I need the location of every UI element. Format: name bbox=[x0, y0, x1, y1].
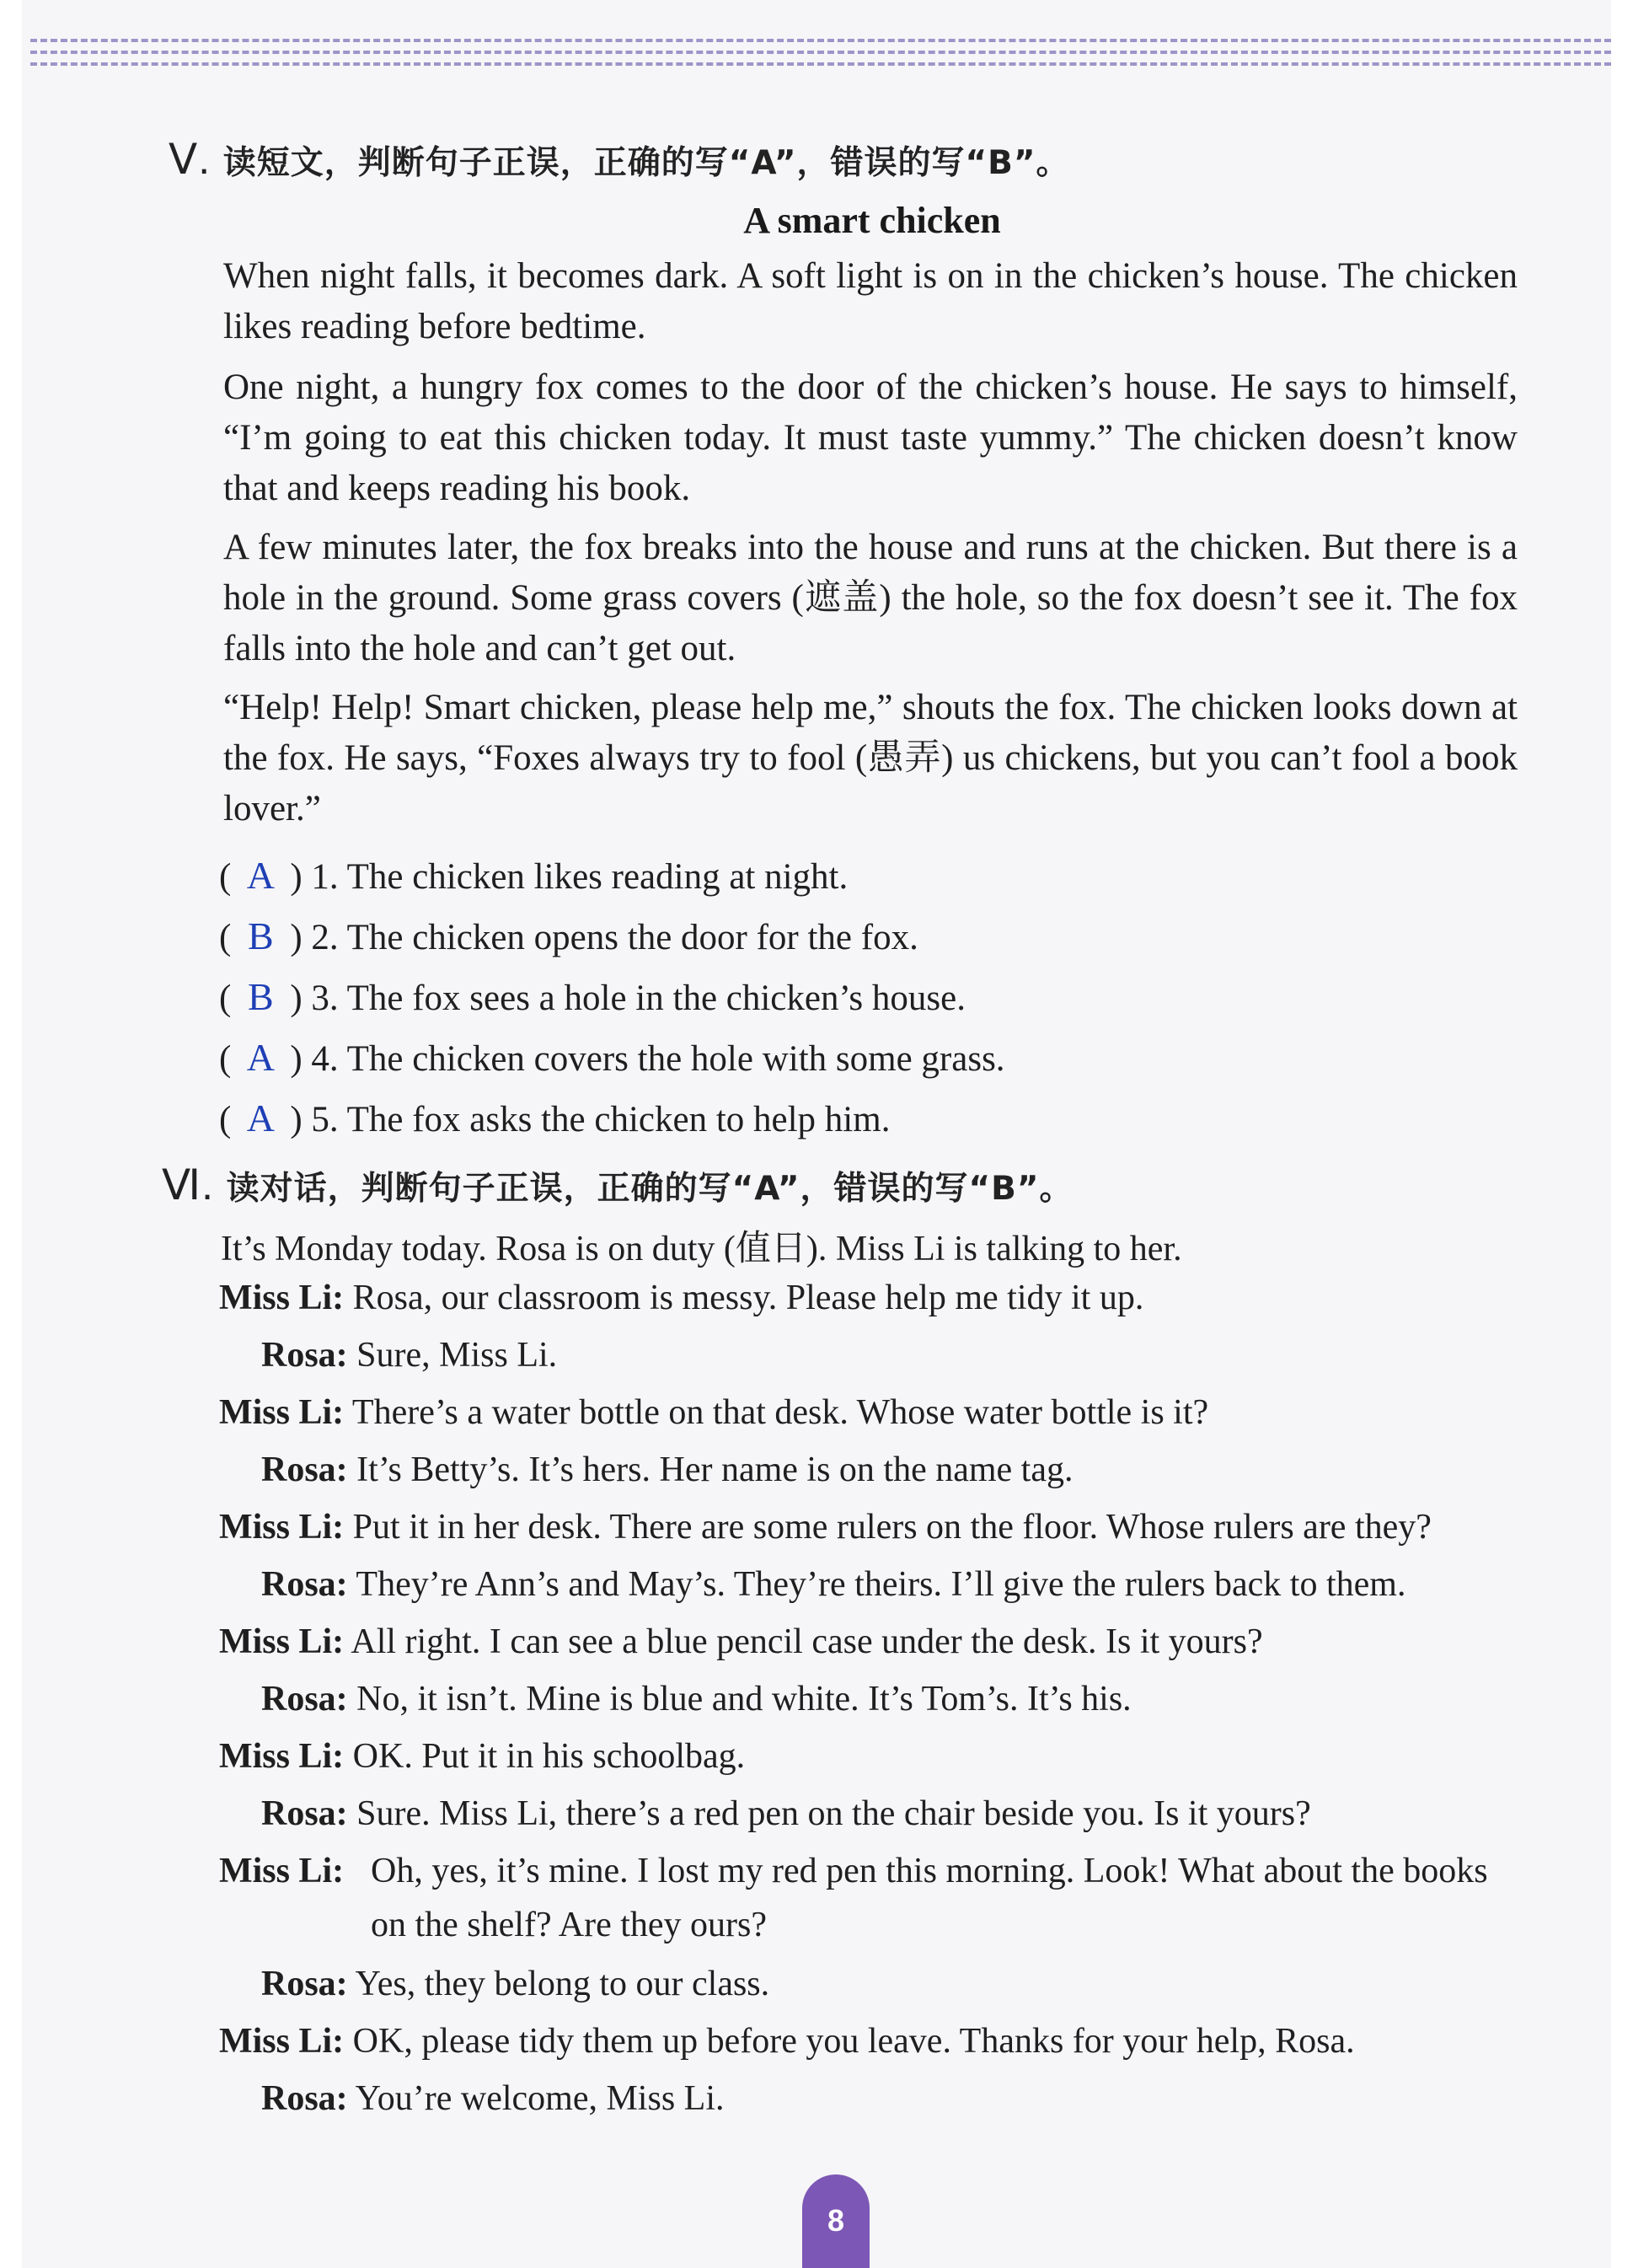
section-6-roman: Ⅵ. bbox=[162, 1161, 215, 1209]
speaker: Rosa: bbox=[261, 1450, 348, 1489]
header-dash-line bbox=[30, 39, 1611, 42]
speaker: Rosa: bbox=[261, 1794, 348, 1833]
section-6-title: 读对话，判断句子正误，正确的写“A”，错误的写“B”。 bbox=[226, 1170, 1073, 1208]
dialogue-line-1 bbox=[219, 1271, 1143, 1325]
header-dash-line bbox=[30, 51, 1611, 54]
question-5-text: ) 5. The fox asks the chicken to help him. bbox=[290, 1100, 891, 1139]
dialogue-text: Yes, they belong to our class. bbox=[355, 1965, 770, 2003]
dialogue-line-7 bbox=[219, 1615, 1263, 1669]
page-number-badge: 8 bbox=[802, 2174, 870, 2268]
speaker: Miss Li: bbox=[219, 1279, 345, 1317]
section-6-heading bbox=[162, 1161, 1073, 1209]
story-paragraph-2: One night, a hungry fox comes to the door of the chicken’s house. He says to himself, “I’m going to eat this chicken today. It must taste yummy.” The chicken doesn’t know that and keeps reading his book. bbox=[223, 367, 1518, 508]
section-5-roman: Ⅴ. bbox=[169, 136, 211, 183]
question-5: ( A ) 5. The fox asks the chicken to help him. bbox=[219, 1093, 890, 1144]
dialogue-text: No, it isn’t. Mine is blue and white. It’s Tom’s. It’s his. bbox=[356, 1680, 1132, 1718]
answer-1[interactable]: A bbox=[246, 854, 275, 897]
question-1: ( A ) 1. The chicken likes reading at night. bbox=[219, 850, 848, 901]
story-title: A smart chicken bbox=[743, 200, 1001, 241]
dialogue-text: They’re Ann’s and May’s. They’re theirs. I’ll give the rulers back to them. bbox=[356, 1565, 1406, 1604]
speaker: Miss Li: bbox=[219, 1393, 345, 1432]
question-3: ( B ) 3. The fox sees a hole in the chicken’s house. bbox=[219, 972, 966, 1022]
dialogue-text: Sure, Miss Li. bbox=[356, 1336, 558, 1375]
question-2-text: ) 2. The chicken opens the door for the fox. bbox=[290, 918, 918, 957]
dialogue-line-8 bbox=[261, 1672, 1132, 1726]
dialogue-line-11-speaker bbox=[219, 1844, 344, 1898]
speaker: Rosa: bbox=[261, 1680, 348, 1718]
question-4: ( A ) 4. The chicken covers the hole with some grass. bbox=[219, 1032, 1005, 1083]
dialogue-line-3 bbox=[219, 1386, 1208, 1440]
speaker: Miss Li: bbox=[219, 1737, 345, 1776]
story-paragraph-4: “Help! Help! Smart chicken, please help me,” shouts the fox. The chicken looks down at the fox. He says, “Foxes always try to fool (愚弄) us chickens, but you can’t fool a book lover.” bbox=[223, 688, 1518, 828]
dialogue-text: You’re welcome, Miss Li. bbox=[355, 2079, 725, 2118]
dialogue-text: All right. I can see a blue pencil case under the desk. Is it yours? bbox=[351, 1622, 1263, 1661]
dialogue-line-14 bbox=[261, 2072, 725, 2126]
answer-5[interactable]: A bbox=[246, 1096, 275, 1139]
question-3-text: ) 3. The fox sees a hole in the chicken’s house. bbox=[290, 979, 966, 1018]
story-paragraph-1: When night falls, it becomes dark. A soft light is on in the chicken’s house. The chicken likes reading before bedtime. bbox=[223, 256, 1518, 346]
dialogue-intro: It’s Monday today. Rosa is on duty (值日). Miss Li is talking to her. bbox=[221, 1230, 1182, 1268]
answer-3[interactable]: B bbox=[247, 975, 274, 1018]
dialogue-text: It’s Betty’s. It’s hers. Her name is on the name tag. bbox=[356, 1450, 1073, 1489]
dialogue-line-10 bbox=[261, 1787, 1311, 1841]
dialogue-text: OK. Put it in his schoolbag. bbox=[352, 1737, 746, 1776]
dialogue-line-4 bbox=[261, 1443, 1073, 1497]
question-2: ( B ) 2. The chicken opens the door for the fox. bbox=[219, 911, 918, 962]
answer-4[interactable]: A bbox=[246, 1036, 275, 1079]
question-1-text: ) 1. The chicken likes reading at night. bbox=[290, 857, 849, 897]
dialogue-text: OK, please tidy them up before you leave. Thanks for your help, Rosa. bbox=[352, 2022, 1355, 2061]
speaker: Rosa: bbox=[261, 1965, 348, 2003]
speaker: Rosa: bbox=[261, 1336, 348, 1375]
speaker: Miss Li: bbox=[219, 1508, 345, 1547]
dialogue-line-2 bbox=[261, 1328, 557, 1382]
dialogue-text: Sure. Miss Li, there’s a red pen on the chair beside you. Is it yours? bbox=[356, 1794, 1311, 1833]
speaker: Miss Li: bbox=[219, 1852, 345, 1890]
speaker: Miss Li: bbox=[219, 2022, 345, 2061]
dialogue-text: Put it in her desk. There are some rulers on the floor. Whose rulers are they? bbox=[352, 1508, 1432, 1547]
dialogue-line-11-text: Oh, yes, it’s mine. I lost my red pen this morning. Look! What about the books on the shelf? Are they ours? bbox=[371, 1852, 1488, 1944]
dialogue-line-5 bbox=[219, 1500, 1432, 1554]
header-dash-line bbox=[30, 62, 1611, 66]
dialogue-line-12 bbox=[261, 1957, 769, 2011]
section-5-title: 读短文，判断句子正误，正确的写“A”，错误的写“B”。 bbox=[222, 144, 1070, 182]
dialogue-line-13 bbox=[219, 2014, 1355, 2068]
dialogue-text: There’s a water bottle on that desk. Whose water bottle is it? bbox=[351, 1393, 1209, 1432]
dialogue-text: Rosa, our classroom is messy. Please help me tidy it up. bbox=[352, 1279, 1144, 1317]
answer-2[interactable]: B bbox=[247, 914, 274, 957]
speaker: Miss Li: bbox=[219, 1622, 345, 1661]
story-paragraph-3: A few minutes later, the fox breaks into the house and runs at the chicken. But there is a hole in the ground. Some grass covers (遮盖) the hole, so the fox doesn’t see it. The fox falls into the hole and can’t get out. bbox=[223, 528, 1518, 668]
question-4-text: ) 4. The chicken covers the hole with some grass. bbox=[290, 1039, 1005, 1079]
section-5-heading bbox=[169, 135, 1070, 184]
dialogue-line-6 bbox=[261, 1558, 1405, 1611]
dialogue-line-9 bbox=[219, 1729, 745, 1783]
speaker: Rosa: bbox=[261, 2079, 348, 2118]
speaker: Rosa: bbox=[261, 1565, 348, 1604]
